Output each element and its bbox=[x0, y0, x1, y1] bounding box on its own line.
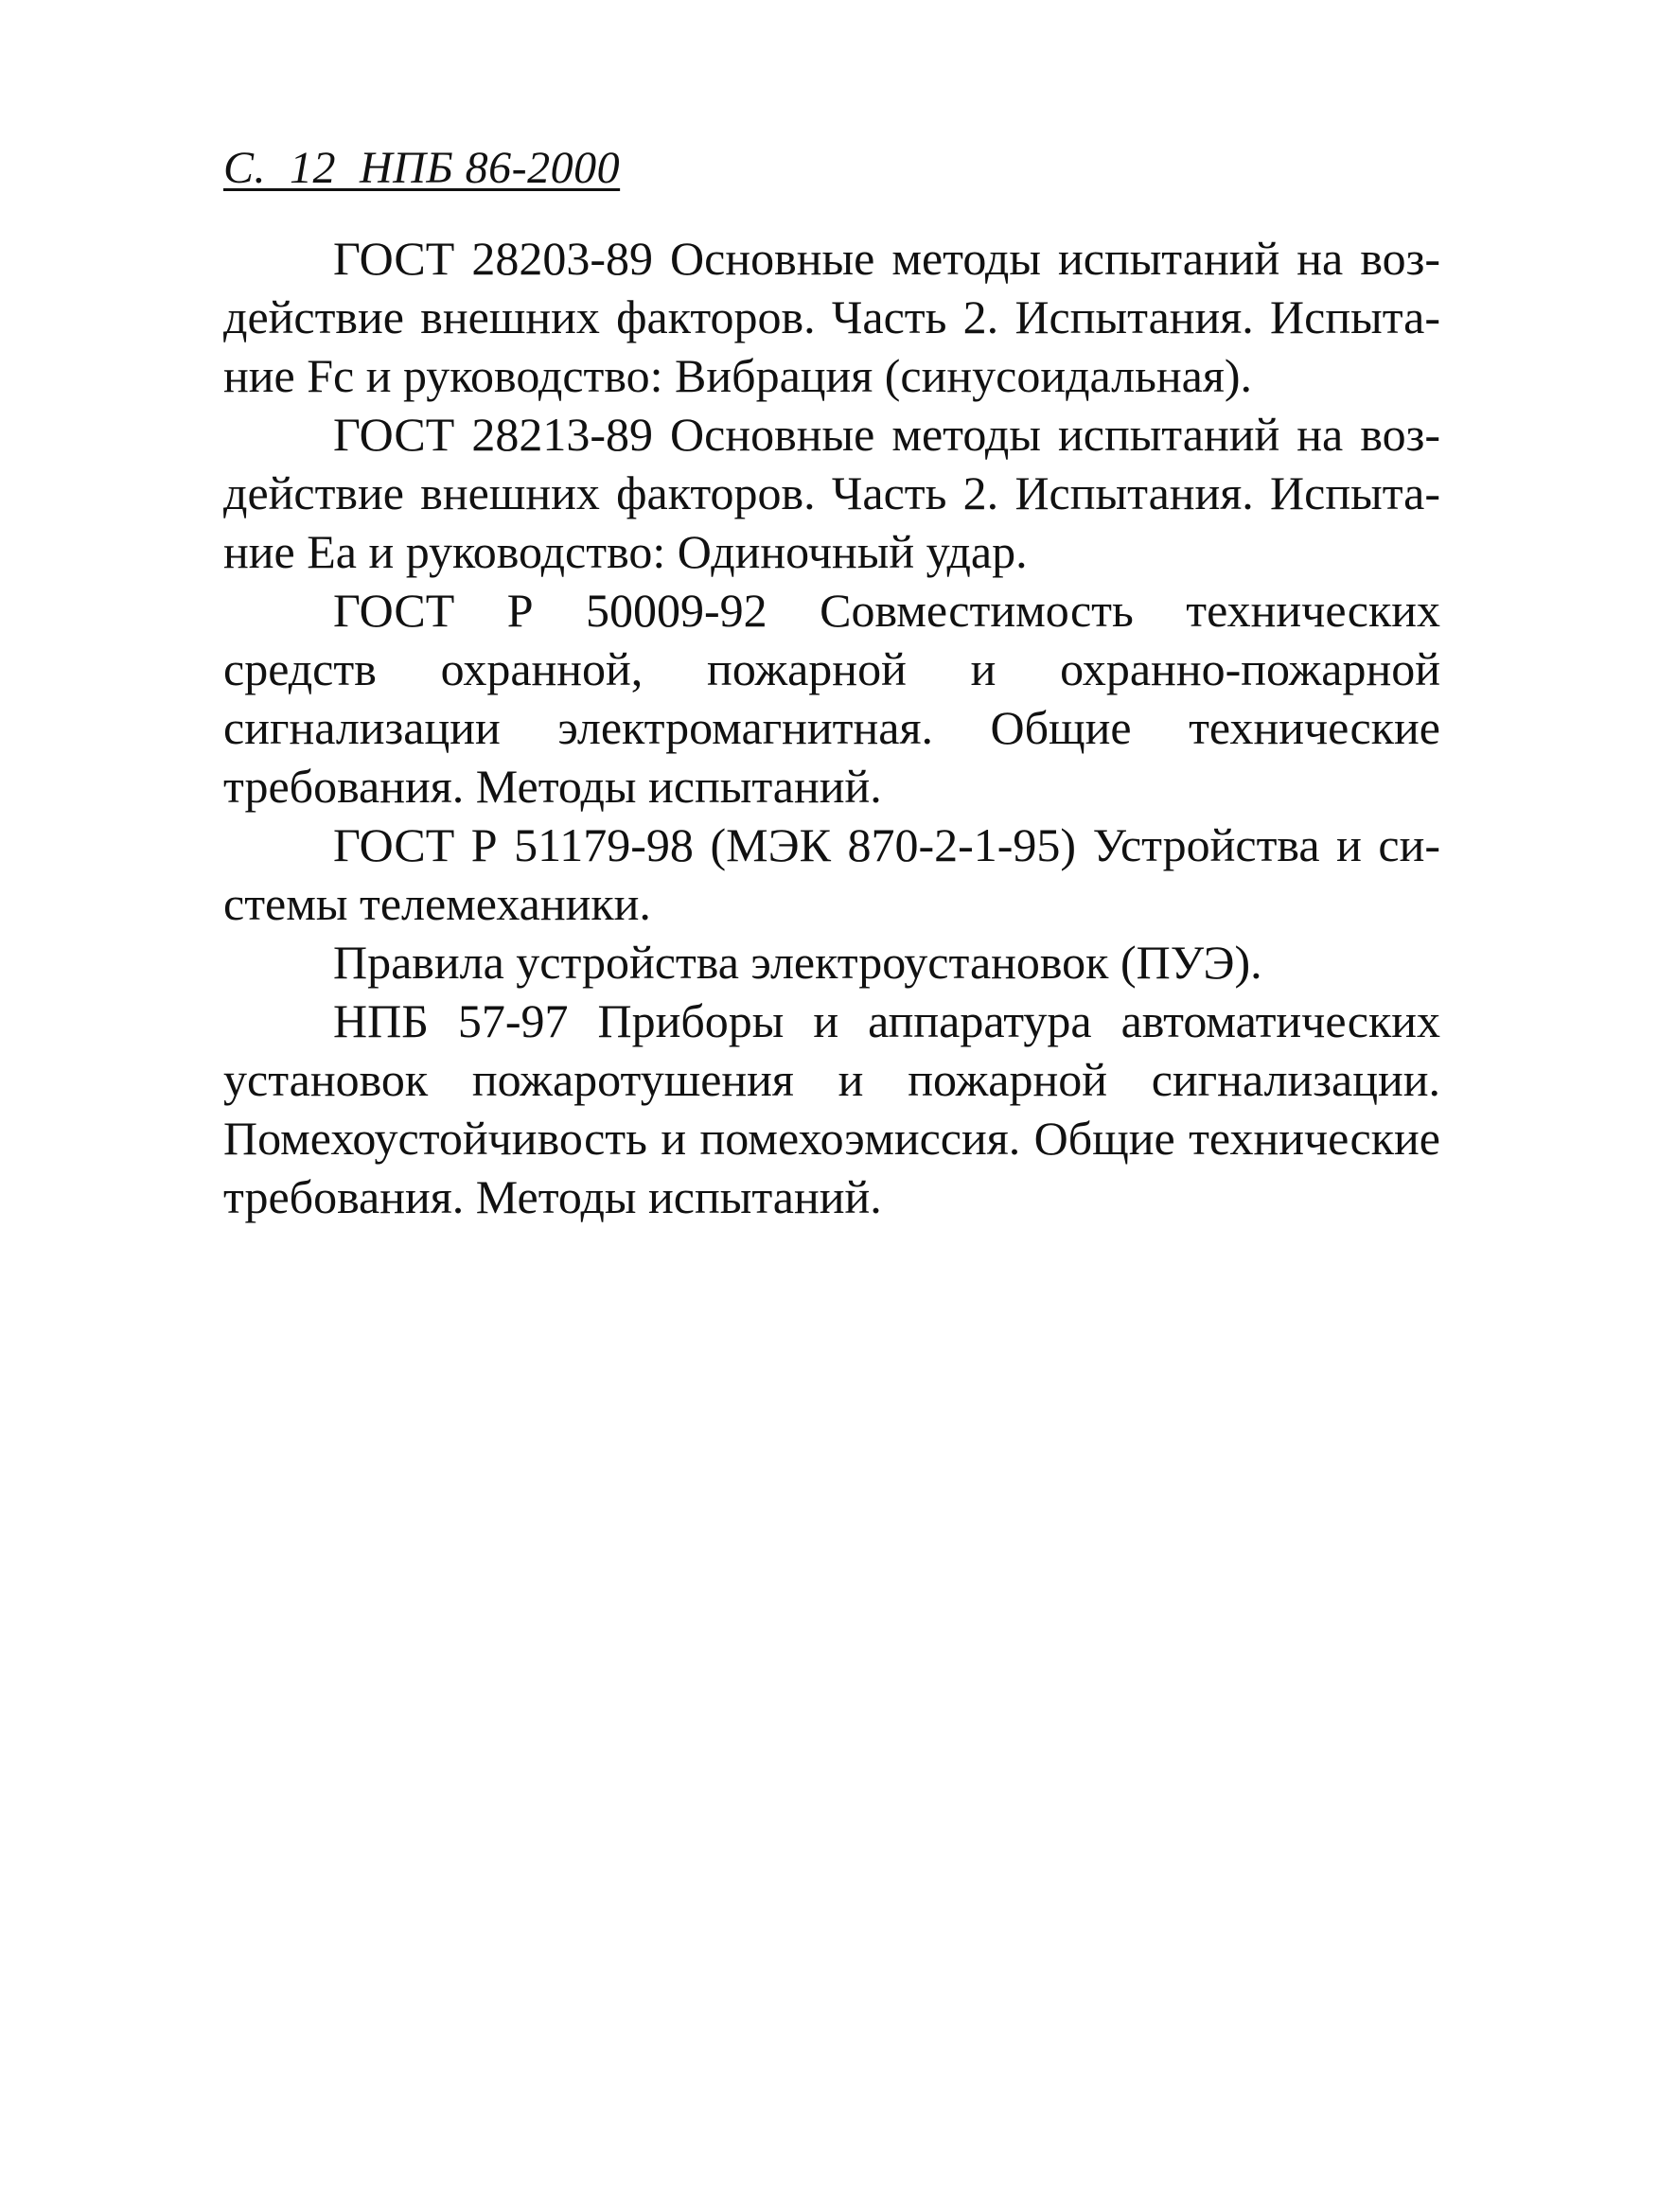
running-header: С. 12 НПБ 86-2000 bbox=[223, 143, 621, 193]
references-list bbox=[223, 229, 1440, 1226]
reference-item-gost-r-50009: ГОСТ Р 50009-92 Совместимость технических средств охранной, пожарной и охранно-пожарной сигнализации электромагнитная. Общие технические требования. Методы испытаний. bbox=[223, 584, 1440, 813]
reference-item-pue: Правила устройства электроустановок (ПУЭ). bbox=[333, 936, 1262, 989]
reference-item-gost-r-51179: ГОСТ Р 51179-98 (МЭК 870-2-1-95) Устройства и системы телемеханики. bbox=[223, 818, 1440, 930]
reference-item-gost-28203: ГОСТ 28203-89 Основные методы испытаний на воздействие внешних факторов. Часть 2. Испытания. Испытание Fc и руководство: Вибрация (синусоидальная). bbox=[223, 232, 1440, 402]
reference-item-npb-57: НПБ 57-97 Приборы и аппаратура автоматических установок пожаротушения и пожарной сигнализации. Помехоустойчивость и помехоэмиссия. Общие технические требования. Методы испытаний. bbox=[223, 994, 1440, 1223]
reference-item-gost-28213: ГОСТ 28213-89 Основные методы испытаний на воздействие внешних факторов. Часть 2. Испытания. Испытание Еа и руководство: Одиночный удар. bbox=[223, 408, 1440, 578]
